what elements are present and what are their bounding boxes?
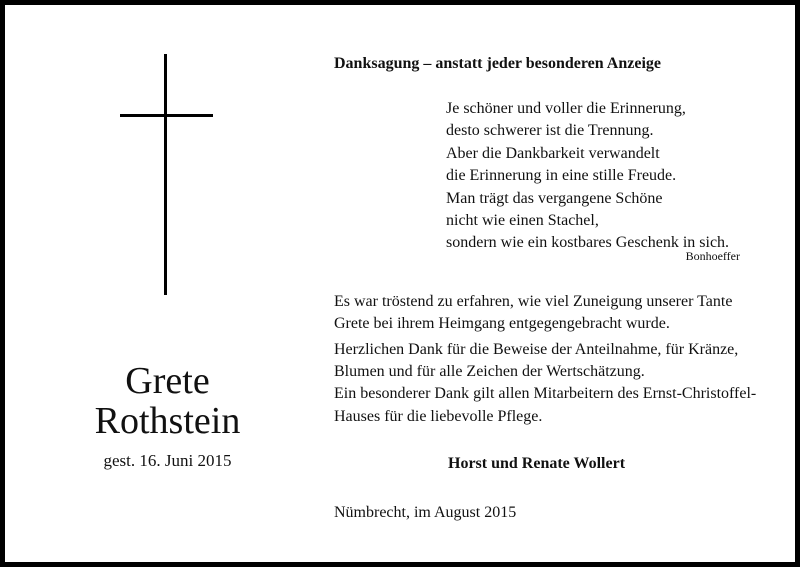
cross-vertical-bar [164, 54, 167, 295]
place-and-date: Nümbrecht, im August 2015 [334, 504, 517, 521]
poem-line: Je schöner und voller die Erinnerung, [446, 100, 686, 117]
notice-heading: Danksagung – anstatt jeder besonderen Anzeige [334, 55, 661, 72]
paragraph-line: Es war tröstend zu erfahren, wie viel Zuneigung unserer Tante [334, 293, 733, 310]
paragraph-line: Hauses für die liebevolle Pflege. [334, 407, 543, 425]
poem-author: Bonhoeffer [685, 249, 740, 263]
deceased-first-name: Grete [125, 360, 210, 402]
poem-line: nicht wie einen Stachel, [446, 212, 599, 230]
poem-line: desto schwerer ist die Trennung. [446, 122, 654, 140]
cross-horizontal-bar [120, 114, 213, 117]
poem-line: Aber die Dankbarkeit verwandelt [446, 144, 660, 162]
paragraph-line: Herzlichen Dank für die Beweise der Anteilnahme, für Kränze, [334, 341, 739, 358]
poem-line: sondern wie ein kostbares Geschenk in sich. [446, 234, 730, 252]
poem [446, 98, 729, 255]
deceased-last-name: Rothstein [94, 400, 241, 442]
paragraph-line: Grete bei ihrem Heimgang entgegengebracht wurde. [334, 315, 670, 333]
thanks-paragraph-2 [334, 339, 756, 428]
paragraph-line: Ein besonderer Dank gilt allen Mitarbeitern des Ernst-Christoffel- [334, 385, 757, 403]
poem-line: Man trägt das vergangene Schöne [446, 189, 663, 207]
date-of-death: gest. 16. Juni 2015 [103, 451, 232, 470]
paragraph-line: Blumen und für alle Zeichen der Wertschätzung. [334, 363, 645, 381]
thanks-paragraph-1 [334, 291, 732, 335]
signers: Horst und Renate Wollert [448, 455, 626, 472]
poem-line: die Erinnerung in eine stille Freude. [446, 167, 677, 185]
